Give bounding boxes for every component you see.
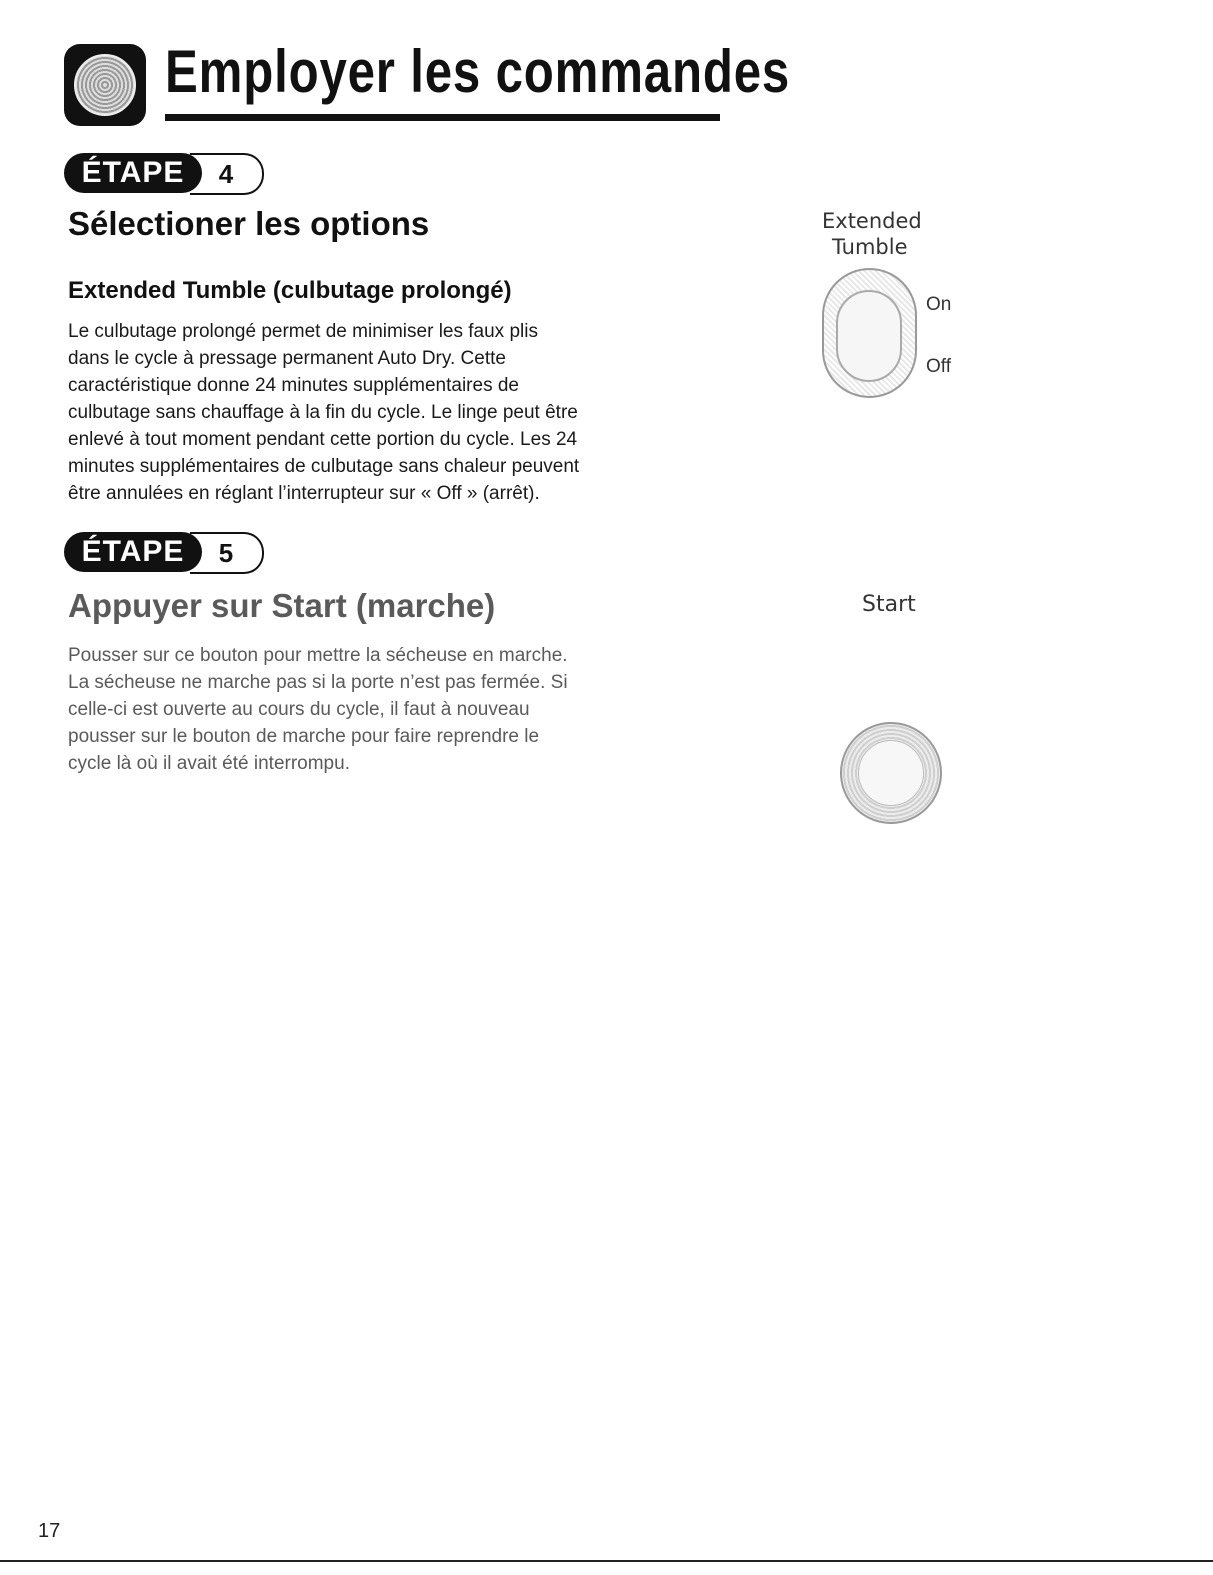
dial-icon (64, 44, 146, 126)
switch-off-label: Off (926, 356, 951, 377)
step-4-body (68, 318, 628, 507)
start-button-face-icon (858, 740, 924, 806)
body-line: dans le cycle à pressage permanent Auto Dry. Cette (68, 348, 506, 369)
dial-face (74, 54, 136, 116)
step-5-badge (64, 532, 264, 572)
step-4-badge (64, 153, 264, 193)
extended-tumble-subheading: Extended Tumble (culbutage prolongé) (68, 277, 512, 304)
body-line: cycle là où il avait été interrompu. (68, 753, 350, 774)
body-line: celle-ci est ouverte au cours du cycle, il faut à nouveau (68, 699, 530, 720)
step-4-heading: Sélectioner les options (68, 205, 430, 242)
extended-tumble-label-1: Extended (822, 209, 922, 233)
page-number: 17 (38, 1520, 61, 1542)
page-title: Employer les commandes (165, 38, 791, 105)
step-4-number: 4 (190, 153, 264, 195)
switch-rocker-icon (836, 290, 902, 382)
step-5-body (68, 642, 628, 777)
switch-on-label: On (926, 294, 952, 315)
body-line: être annulées en réglant l’interrupteur sur « Off » (arrêt). (68, 483, 540, 504)
start-label: Start (862, 592, 916, 617)
body-line: La sécheuse ne marche pas si la porte n’est pas fermée. Si (68, 672, 568, 693)
body-line: pousser sur le bouton de marche pour faire reprendre le (68, 726, 540, 747)
body-line: Le culbutage prolongé permet de minimiser les faux plis (68, 321, 538, 342)
body-line: minutes supplémentaires de culbutage sans chaleur peuvent (68, 456, 580, 477)
extended-tumble-label-2: Tumble (832, 235, 908, 259)
bottom-rule (0, 1560, 1213, 1562)
step-5-number: 5 (190, 532, 264, 574)
title-underline (165, 114, 720, 121)
step-5-heading: Appuyer sur Start (marche) (68, 587, 496, 624)
step-5-label: ÉTAPE (64, 532, 202, 572)
step-4-label: ÉTAPE (64, 153, 202, 193)
body-line: culbutage sans chauffage à la fin du cycle. Le linge peut être (68, 402, 578, 423)
body-line: enlevé à tout moment pendant cette portion du cycle. Les 24 (68, 429, 578, 450)
body-line: caractéristique donne 24 minutes supplémentaires de (68, 375, 519, 396)
body-line: Pousser sur ce bouton pour mettre la sécheuse en marche. (68, 645, 568, 666)
